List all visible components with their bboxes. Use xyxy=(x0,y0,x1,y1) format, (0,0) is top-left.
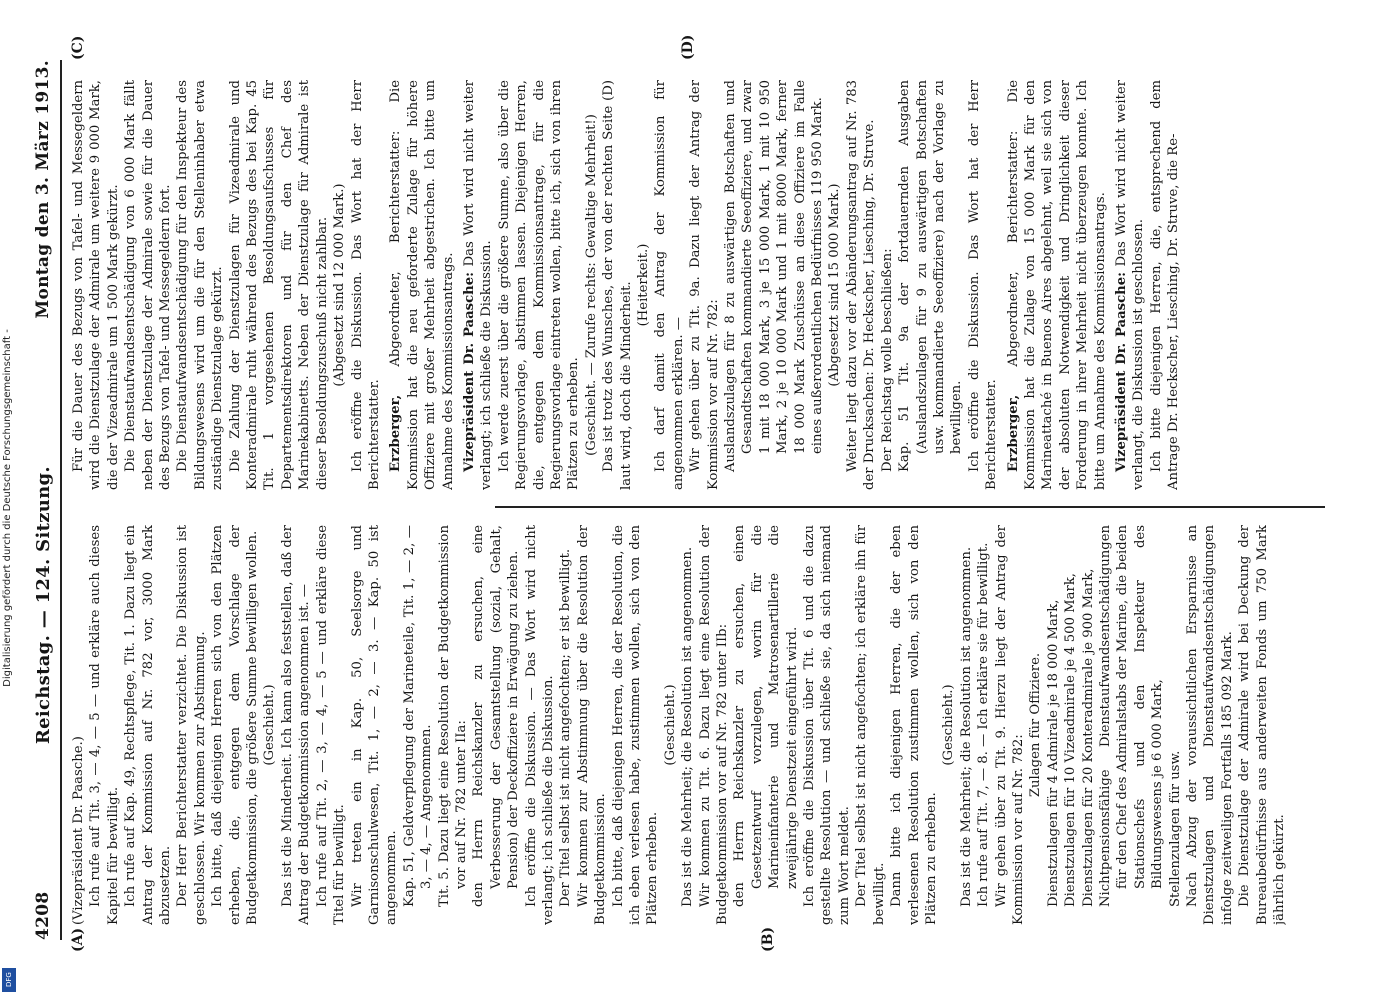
motion-text: Auslandszulagen für 8 zu auswärtigen Botschaften und Gesandtschaften kommandierte Seeoffiziere, und zwar 1 mit 18 000 Mark, 3 je 15 000 Mark, 1 mit 10 950 Mark, 2 je 10 000 Mark und 1 mit 8000 Mark, ferner 18 000 Mark Zuschüsse an diese Offiziere im Falle eines außerordentlichen Bedürfnisses 119 950 Mark. xyxy=(723,80,826,472)
running-header xyxy=(28,60,58,940)
digitization-credit: Digitalisierung gefördert durch die Deutsche Forschungsgemeinschaft - xyxy=(2,329,13,687)
page-number: 4208 xyxy=(33,891,53,940)
text-paragraph: Weiter liegt dazu vor der Abänderungsantrag auf Nr. 783 der Drucksachen: Dr. Heckscher, Liesching, Dr. Struve. xyxy=(844,80,878,490)
text-paragraph: Wir treten ein in Kap. 50, Seelsorge und Garnisonschulwesen, Tit. 1, — 2, — 3. — Kap. 50 ist angenommen. xyxy=(349,525,400,925)
text-paragraph: Nach Abzug der voraussichtlichen Ersparnisse an Dienstzulagen und Dienstaufwandsentschädigungen infolge zeitweiligen Fortfalls 185 092 Mark. xyxy=(1185,525,1235,925)
text-paragraph: Ich rufe auf Kap. 49, Rechtspflege, Tit. 1. Dazu liegt ein Antrag der Kommission auf Nr. 782 vor, 3000 Mark abzusetzen. xyxy=(123,525,174,925)
text-paragraph: Das ist die Minderheit. Ich kann also feststellen, daß der Antrag der Budgetkommission angenommen ist. — xyxy=(279,525,313,925)
margin-marker-b: (B) xyxy=(760,926,776,952)
text-paragraph: Der Herr Berichterstatter verzichtet. Die Diskussion ist geschlossen. Wir kommen zur Abstimmung. xyxy=(175,525,208,925)
procedural-note: (Abgesetzt sind 15 000 Mark.) xyxy=(827,183,843,387)
text-paragraph: Das ist die Mehrheit; die Resolution ist angenommen. xyxy=(680,546,696,907)
motion-text: den Herrn Reichskanzler zu ersuchen, eine Verbesserung der Gesamtstellung (sozial, Gehalt, Pension) der Deckoffiziere in Erwägung zu ziehen. xyxy=(471,525,522,907)
text-paragraph: Der Reichstag wolle beschließen: xyxy=(879,248,895,472)
text-paragraph: Wir kommen zu Tit. 6. Dazu liegt eine Resolution der Budgetkommission vor auf Nr. 782 unter IIb: xyxy=(697,525,731,925)
text-paragraph: Ich darf damit den Antrag der Kommission für angenommen erklären. — xyxy=(653,80,686,490)
text-paragraph: Wir gehen über zu Tit. 9a. Dazu liegt der Antrag der Kommission vor auf Nr. 782: xyxy=(688,80,721,490)
speaker-name: Vizepräsident Dr. Paasche: xyxy=(1113,272,1129,472)
text-paragraph: Ich rufe auf Tit. 2, — 3, — 4, — 5 — und erkläre diese Titel für bewilligt. xyxy=(314,525,348,925)
text-paragraph: Die Zahlung der Dienstzulagen für Vizeadmirale und Konteradmirale ruht während des Bezugs des bei Kap. 45 Tit. 1 vorgesehenen Besoldungsaufschusses für Departementsdirektoren und für den Chef des Marinekabinetts. Neben der Dienstzulage für Admirale ist dieser Besoldungszuschuß nicht zahlbar. xyxy=(227,80,330,490)
left-column xyxy=(70,525,1361,925)
motion-text: Kap. 51 Tit. 9a der fortdauernden Ausgaben (Auslandszulagen für 9 zu auswärtigen Botschaften usw. kommandierte Seeoffiziere) nach der Vorlage zu bewilligen. xyxy=(897,80,965,472)
text-paragraph: Wir kommen zur Abstimmung über die Resolution der Budgetkommission. xyxy=(575,525,609,925)
margin-marker-a: (A) xyxy=(70,927,86,952)
speaker-name: Erzberger, xyxy=(1005,394,1021,472)
text-paragraph: Das ist die Mehrheit; die Resolution ist angenommen. xyxy=(958,546,974,907)
text-paragraph: Ich eröffne die Diskussion. Das Wort hat der Herr Berichterstatter. xyxy=(349,80,382,490)
speaker-paragraph xyxy=(1113,80,1148,490)
speaker-text: Abgeordneter, Berichterstatter: Die Kommission hat die Zulage von 15 000 Mark für den Marineattaché in Buenos Aires abgelehnt, weil sie sich von der absoluten Notwendigkeit und Dringlichkeit dieser Forderung in ihrer Mehrheit nicht überzeugen konnte. Ich bitte um Annahme des Kommissionsantrags. xyxy=(1005,80,1108,490)
text-paragraph: Das ist trotz des Wunsches, der von der rechten Seite (D) laut wird, doch die Minderheit. xyxy=(601,80,634,490)
right-column xyxy=(70,80,1361,490)
motion-text: Dienstzulagen für 4 Admirale je 18 000 Mark, xyxy=(1045,599,1061,907)
text-paragraph: Ich eröffne die Diskussion über Tit. 6 und die dazu gestellte Resolution — und schließe sie, da sich niemand zum Wort meldet. xyxy=(802,525,852,925)
session-date: Montag den 3. März 1913. xyxy=(33,60,53,319)
motion-text: Tit. 5. Dazu liegt eine Resolution der Budgetkommission vor auf Nr. 782 unter IIa: xyxy=(436,525,469,907)
text-paragraph: Ich eröffne die Diskussion. Das Wort hat der Herr Berichterstatter. xyxy=(966,80,1000,490)
dfg-logo: DFG xyxy=(2,968,16,992)
continued-speaker: (Vizepräsident Dr. Paasche.) xyxy=(71,736,86,925)
text-paragraph: Dann bitte ich diejenigen Herren, die der eben verlesenen Resolution zustimmen wollen, sich von den Plätzen zu erheben. xyxy=(889,525,939,925)
motion-text: Dienstzulagen für 20 Konteradmirale je 900 Mark, xyxy=(1080,568,1096,907)
speaker-paragraph xyxy=(1005,80,1109,490)
text-paragraph: Ich bitte diejenigen Herren, die, entsprechend dem Antrage Dr. Heckscher, Liesching, Dr. Struve, die Re- xyxy=(1148,80,1182,490)
procedural-note: (Geschieht.) xyxy=(262,684,278,766)
page-title: Reichstag. — 124. Sitzung. xyxy=(32,466,54,745)
text-paragraph: Der Titel selbst ist nicht angefochten; er ist bewilligt. xyxy=(558,548,574,907)
margin-marker-c: (C) xyxy=(70,35,86,60)
text-paragraph: Ich rufe auf Tit. 3, — 4, — 5 — und erkläre auch dieses Kapitel für bewilligt. xyxy=(88,525,121,925)
motion-text: den Herrn Reichskanzler zu ersuchen, einen Gesetzentwurf vorzulegen, worin für die Marineinfanterie und Matrosenartillerie die zweijährige Dienstzeit eingeführt wird. xyxy=(732,525,800,907)
text-paragraph: Ich werde zuerst über die größere Summe, also über die Regierungsvorlage, abstimmen lassen. Diejenigen Herren, die, entgegen dem Kommissionsantrage, für die Regierungsvorlage eintreten wollen, bitte ich, sich von ihren Plätzen zu erheben. xyxy=(496,80,582,490)
speaker-text: Abgeordneter, Berichterstatter: Die Kommission hat die neu geforderte Zulage für höhere Offiziere mit großer Mehrheit abgestrichen. Ich bitte um Annahme des Kommissionsantrags. xyxy=(388,80,456,490)
procedural-note: (Geschieht.) xyxy=(662,684,678,766)
text-paragraph: Ich bitte, daß diejenigen Herren, die der Resolution, die ich eben verlesen habe, zustimmen wollen, sich von den Plätzen erheben. xyxy=(610,525,661,925)
speaker-text: Das Wort wird nicht weiter verlangt, die Diskussion ist geschlossen. xyxy=(1113,80,1147,490)
motion-text: Nichtpensionsfähige Dienstaufwandsentschädigungen für den Chef des Admiralstabs der Marine, die beiden Stationschefs und den Inspekteur des Bildungswesens je 6 000 Mark, xyxy=(1097,525,1166,907)
speaker-text: Das Wort wird nicht weiter verlangt; ich schließe die Diskussion. xyxy=(461,80,495,490)
procedural-note: (Geschieht.) xyxy=(941,684,957,766)
procedural-note: (Heiterkeit.) xyxy=(636,243,651,327)
speaker-paragraph xyxy=(387,80,457,490)
text-paragraph: Die Dienstzulage der Admirale wird bei Deckung der Bureaubedürfnisse aus anderweiten Fonds um 750 Mark jährlich gekürzt. xyxy=(1237,525,1288,925)
motion-text: Stellenzulagen für usw. xyxy=(1167,750,1183,907)
text-paragraph: Wir gehen über zu Tit. 9. Hierzu liegt der Antrag der Kommission vor auf Nr. 782: xyxy=(993,525,1026,925)
procedural-note: (Abgesetzt sind 12 000 Mark.) xyxy=(332,183,348,387)
header-rule xyxy=(60,60,62,940)
motion-text: Kap. 51, Geldverpflegung der Marineteile, Tit. 1, — 2, — 3, — 4, — Angenommen. xyxy=(401,525,435,907)
procedural-note: Zulagen für Offiziere. xyxy=(1028,652,1044,798)
text-paragraph: Ich eröffne die Diskussion. — Das Wort wird nicht verlangt; ich schließe die Diskussion. xyxy=(523,525,556,925)
margin-marker-d: (D) xyxy=(680,34,696,60)
text-paragraph: Der Titel selbst ist nicht angefochten; ich erkläre ihn für bewilligt. xyxy=(854,525,887,925)
text-paragraph: Für die Dauer des Bezugs von Tafel- und Messegeldern wird die Dienstzulage der Admirale um weitere 9 000 Mark, die der Vizeadmirale um 1 500 Mark gekürzt. xyxy=(71,80,121,490)
text-paragraph: Die Dienstaufwandsentschädigung für den Inspekteur des Bildungswesens wird um die für den Stelleninhaber etwa zuständige Dienstzulage gekürzt. xyxy=(175,80,226,490)
speaker-paragraph xyxy=(461,80,496,490)
speaker-name: Vizepräsident Dr. Paasche: xyxy=(461,272,477,472)
text-paragraph: Ich bitte, daß diejenigen Herren sich von den Plätzen erheben, die, entgegen dem Vorschlage der Budgetkommission, die größere Summe bewilligen wollen. xyxy=(210,525,261,925)
column-divider xyxy=(495,506,1325,508)
procedural-note: (Geschieht. — Zurufe rechts: Gewaltige Mehrheit!) xyxy=(583,114,599,456)
text-paragraph: Ich rufe auf Tit. 7, — 8. — Ich erkläre sie für bewilligt. xyxy=(976,542,992,907)
text-paragraph: Die Dienstaufwandsentschädigung von 6 000 Mark fällt neben der Dienstzulage der Admirale sowie für die Dauer des Bezugs von Tafel- und Messegeldern fort. xyxy=(123,80,174,490)
motion-text: Dienstzulagen für 10 Vizeadmirale je 4 500 Mark, xyxy=(1063,572,1079,907)
speaker-name: Erzberger, xyxy=(388,394,404,472)
